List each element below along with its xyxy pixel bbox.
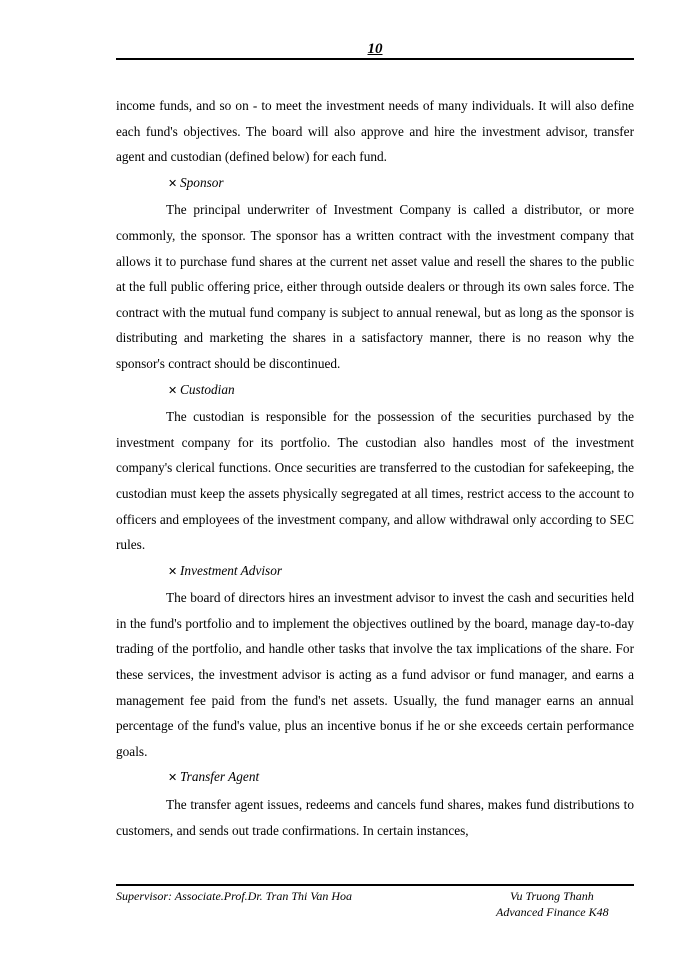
sponsor-paragraph: The principal underwriter of Investment Company is called a distributor, or more commonly, the sponsor. The sponsor has a written contract with the investment company that allows it to purchase fund shares at the current net asset value and resell the shares to the public at the full public offering price, either through outside dealers or through its own sales force. The contract with the mutual fund company is subject to annual renewal, but as long as the sponsor is distributing and marketing the shares in a satisfactory manner, there is no reason why the sponsor's contract should be discontinued. [116, 202, 634, 371]
bullet-x-icon: ✕ [168, 177, 178, 190]
footer-divider [116, 884, 634, 886]
footer-author: Vu Truong Thanh [510, 889, 594, 903]
header-divider [116, 58, 634, 60]
intro-paragraph: income funds, and so on - to meet the investment needs of many individuals. It will also define each fund's objectives. The board will also approve and hire the investment advisor, transfer agent and custodian (defined below) for each fund. [116, 98, 634, 165]
section-heading-label: Custodian [180, 381, 235, 397]
bullet-x-icon: ✕ [168, 565, 178, 578]
document-body [116, 93, 634, 843]
page-number: 10 [367, 41, 383, 57]
section-heading-transfer-agent [116, 764, 634, 792]
bullet-x-icon: ✕ [168, 772, 178, 785]
investment-advisor-paragraph: The board of directors hires an investment advisor to invest the cash and securities held in the fund's portfolio and to implement the objectives outlined by the board, manage day-to-day trading of the portfolio, and handle other tasks that involve the tax implications of the share. For these services, the investment advisor is acting as a fund advisor or fund manager, and earns a management fee paid from the fund's net assets. Usually, the fund manager earns an annual percentage of the fund's value, plus an incentive bonus if he or she exceeds certain performance goals. [116, 590, 634, 759]
section-heading-sponsor [116, 170, 634, 198]
bullet-x-icon: ✕ [168, 384, 178, 397]
section-heading-label: Investment Advisor [180, 562, 283, 578]
section-heading-custodian [116, 377, 634, 405]
section-heading-investment-advisor [116, 558, 634, 586]
section-heading-label: Transfer Agent [180, 769, 260, 785]
custodian-paragraph: The custodian is responsible for the possession of the securities purchased by the investment company for its portfolio. The custodian also handles most of the investment company's clerical functions. Once securities are transferred to the custodian for safekeeping, the custodian must keep the assets physically segregated at all times, restrict access to the account to officers and employees of the investment company, and allow withdrawal only according to SEC rules. [116, 409, 634, 553]
transfer-agent-paragraph: The transfer agent issues, redeems and cancels fund shares, makes fund distributions to customers, and sends out trade confirmations. In certain instances, [116, 797, 634, 838]
footer-class: Advanced Finance K48 [496, 905, 609, 919]
footer-supervisor: Supervisor: Associate.Prof.Dr. Tran Thi Van Hoa [116, 889, 353, 903]
section-heading-label: Sponsor [180, 174, 224, 190]
footer-author-block [496, 888, 609, 920]
